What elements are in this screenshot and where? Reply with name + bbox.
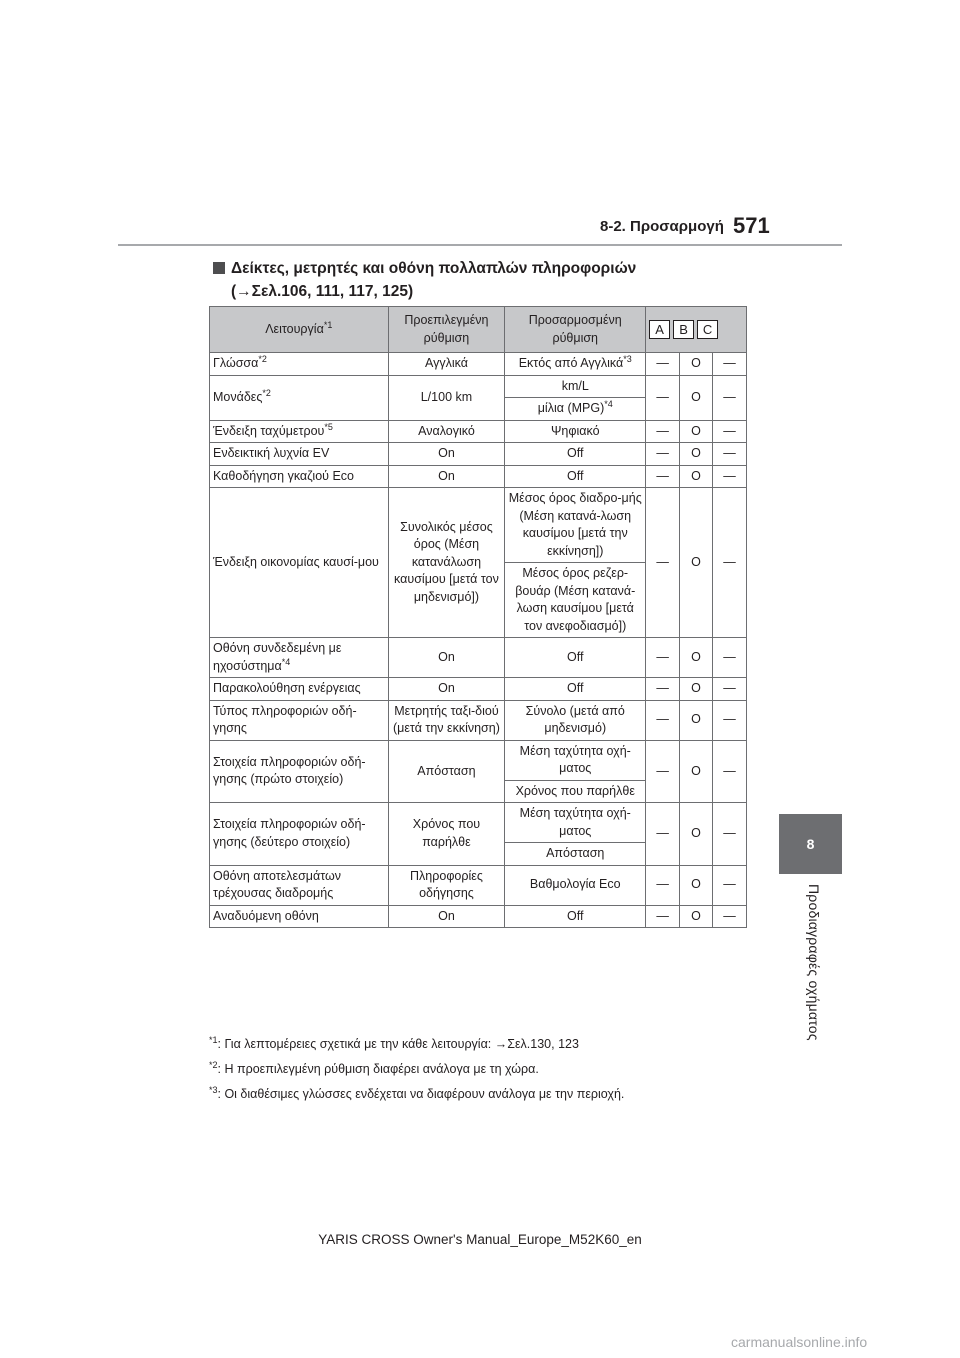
cell-c: — <box>713 740 747 803</box>
cell-function: Καθοδήγηση γκαζιού Eco <box>210 465 389 488</box>
cell-custom-alt: Απόσταση <box>505 843 646 866</box>
footnotes <box>209 1032 769 1107</box>
cell-a: — <box>646 638 680 678</box>
cell-default: Απόσταση <box>388 740 505 803</box>
cell-default: On <box>388 638 505 678</box>
cell-custom: km/L <box>505 375 646 398</box>
cell-c: — <box>713 420 747 443</box>
cell-custom-alt: μίλια (MPG)$^{*4}$ <box>505 398 646 421</box>
cell-a: — <box>646 740 680 803</box>
cell-function: Ένδειξη ταχύμετρου$^{*5}$ <box>210 420 389 443</box>
cell-c: — <box>713 700 747 740</box>
cell-default: On <box>388 678 505 701</box>
cell-function: Μονάδες$^{*2}$ <box>210 375 389 420</box>
cell-b: O <box>680 905 713 928</box>
table-row <box>210 375 747 398</box>
manual-footer: YARIS CROSS Owner's Manual_Europe_M52K60_en <box>318 1232 642 1247</box>
cell-function: Ενδεικτική λυχνία EV <box>210 443 389 466</box>
cell-c: — <box>713 375 747 420</box>
cell-b: O <box>680 465 713 488</box>
table-row <box>210 420 747 443</box>
cell-custom-alt: Χρόνος που παρήλθε <box>505 780 646 803</box>
table-row <box>210 353 747 376</box>
table-header-row <box>210 307 747 353</box>
cell-custom: Μέση ταχύτητα οχή-ματος <box>505 803 646 843</box>
cell-a: — <box>646 905 680 928</box>
header-function: Λειτουργία$^{*1}$ <box>210 307 389 353</box>
cell-a: — <box>646 353 680 376</box>
footnote-2: $^{*2}$: Η προεπιλεγμένη ρύθμιση διαφέρει ανάλογα με τη χώρα. <box>209 1059 539 1076</box>
cell-default: On <box>388 443 505 466</box>
cell-default: On <box>388 905 505 928</box>
chapter-tab <box>779 814 842 874</box>
cell-function: Τύπος πληροφοριών οδή-γησης <box>210 700 389 740</box>
table-row <box>210 488 747 563</box>
cell-b: O <box>680 700 713 740</box>
cell-a: — <box>646 865 680 905</box>
section-title <box>213 257 773 303</box>
cell-a: — <box>646 465 680 488</box>
cell-default: Αναλογικό <box>388 420 505 443</box>
cell-default: Συνολικός μέσος όρος (Μέση κατανάλωση καυσίμου [μετά τον μηδενισμό]) <box>388 488 505 638</box>
header-a-box: A <box>649 320 670 339</box>
cell-c: — <box>713 353 747 376</box>
title-line-1: Δείκτες, μετρητές και οθόνη πολλαπλών πληροφοριών <box>231 260 637 277</box>
table-row <box>210 905 747 928</box>
settings-table <box>209 306 747 928</box>
cell-custom: Off <box>505 678 646 701</box>
header-custom: Προσαρμοσμένη ρύθμιση <box>505 307 646 353</box>
cell-custom: Off <box>505 443 646 466</box>
header-b-box: B <box>673 320 694 339</box>
cell-custom: Off <box>505 905 646 928</box>
cell-c: — <box>713 638 747 678</box>
chapter-label: Προδιαγραφές οχήματος <box>806 884 822 1041</box>
footnote-1: $^{*1}$: Για λεπτομέρειες σχετικά με την κάθε λειτουργία: →Σελ.130, 123 <box>209 1034 579 1051</box>
cell-b: O <box>680 443 713 466</box>
cell-custom: Σύνολο (μετά από μηδενισμό) <box>505 700 646 740</box>
cell-custom: Εκτός από Αγγλικά$^{*3}$ <box>505 353 646 376</box>
cell-function: Γλώσσα$^{*2}$ <box>210 353 389 376</box>
cell-custom-alt: Μέσος όρος ρεζερ-βουάρ (Μέση κατανά-λωση καυσίμου [μετά τον ανεφοδιασμό]) <box>505 563 646 638</box>
cell-custom: Off <box>505 465 646 488</box>
cell-b: O <box>680 678 713 701</box>
cell-c: — <box>713 803 747 866</box>
cell-function: Στοιχεία πληροφοριών οδή-γησης (πρώτο στοιχείο) <box>210 740 389 803</box>
table-row <box>210 638 747 678</box>
cell-b: O <box>680 638 713 678</box>
watermark: carmanualsonline.info <box>731 1334 868 1350</box>
cell-b: O <box>680 865 713 905</box>
cell-function: Παρακολούθηση ενέργειας <box>210 678 389 701</box>
cell-b: O <box>680 375 713 420</box>
table-row <box>210 443 747 466</box>
cell-custom: Μέση ταχύτητα οχή-ματος <box>505 740 646 780</box>
cell-default: Χρόνος που παρήλθε <box>388 803 505 866</box>
table-row <box>210 465 747 488</box>
cell-function: Ένδειξη οικονομίας καυσί-μου <box>210 488 389 638</box>
page-number: 571 <box>733 213 770 238</box>
cell-custom: Off <box>505 638 646 678</box>
cell-default: L/100 km <box>388 375 505 420</box>
header-default: Προεπιλεγμένη ρύθμιση <box>388 307 505 353</box>
cell-default: Πληροφορίες οδήγησης <box>388 865 505 905</box>
section-label: 8-2. Προσαρμογή <box>600 218 724 235</box>
cell-function: Οθόνη συνδεδεμένη με ηχοσύστημα$^{*4}$ <box>210 638 389 678</box>
table-row <box>210 865 747 905</box>
cell-custom: Μέσος όρος διαδρο-μής (Μέση κατανά-λωση καυσίμου [μετά την εκκίνηση]) <box>505 488 646 563</box>
cell-custom: Βαθμολογία Eco <box>505 865 646 905</box>
cell-b: O <box>680 353 713 376</box>
cell-b: O <box>680 420 713 443</box>
cell-b: O <box>680 740 713 803</box>
cell-a: — <box>646 420 680 443</box>
cell-a: — <box>646 803 680 866</box>
cell-c: — <box>713 465 747 488</box>
cell-a: — <box>646 375 680 420</box>
cell-b: O <box>680 488 713 638</box>
chapter-number: 8 <box>806 836 815 852</box>
cell-function: Αναδυόμενη οθόνη <box>210 905 389 928</box>
cell-c: — <box>713 865 747 905</box>
cell-c: — <box>713 905 747 928</box>
table-row <box>210 803 747 843</box>
footnote-3: $^{*3}$: Οι διαθέσιμες γλώσσες ενδέχεται να διαφέρουν ανάλογα με την περιοχή. <box>209 1084 625 1101</box>
header-c-box: C <box>697 320 718 339</box>
cell-a: — <box>646 443 680 466</box>
cell-default: Αγγλικά <box>388 353 505 376</box>
cell-b: O <box>680 803 713 866</box>
cell-a: — <box>646 488 680 638</box>
cell-default: Μετρητής ταξι-διού (μετά την εκκίνηση) <box>388 700 505 740</box>
square-bullet-icon <box>213 262 225 274</box>
header-divider <box>118 244 842 246</box>
cell-function: Στοιχεία πληροφοριών οδή-γησης (δεύτερο στοιχείο) <box>210 803 389 866</box>
cell-default: On <box>388 465 505 488</box>
cell-function: Οθόνη αποτελεσμάτων τρέχουσας διαδρομής <box>210 865 389 905</box>
table-row <box>210 740 747 780</box>
cell-c: — <box>713 678 747 701</box>
cell-c: — <box>713 443 747 466</box>
cell-a: — <box>646 678 680 701</box>
title-line-2: (→Σελ.106, 111, 117, 125) <box>231 283 414 300</box>
cell-c: — <box>713 488 747 638</box>
table-row <box>210 678 747 701</box>
cell-a: — <box>646 700 680 740</box>
header-abc <box>646 307 747 353</box>
table-row <box>210 700 747 740</box>
cell-custom: Ψηφιακό <box>505 420 646 443</box>
